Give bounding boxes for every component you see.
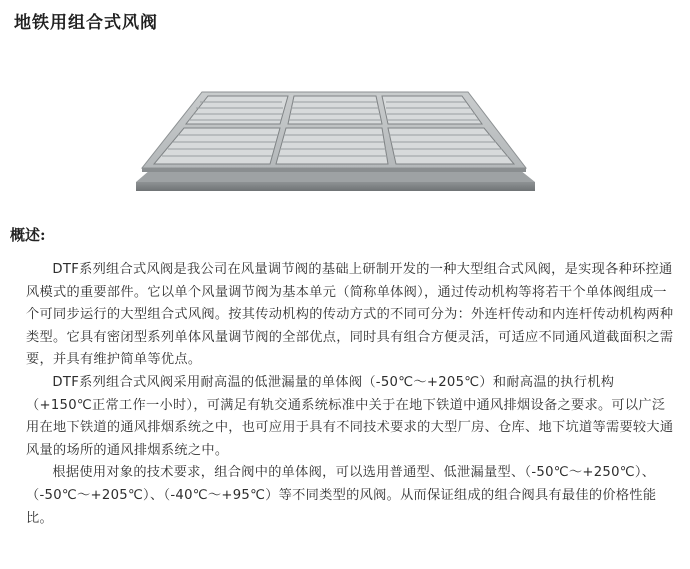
page-title: 地铁用组合式风阀 (14, 13, 158, 33)
overview-paragraph: 根据使用对象的技术要求，组合阀中的单体阀，可以选用普通型、低泄漏量型、（-50℃～+250℃）、（-50℃～+205℃）、（-40℃～+95℃）等不同类型的风阀。从而保证组成的组合阀具有最佳的价格性能比。 (26, 465, 657, 526)
overview-body (26, 259, 678, 530)
overview-paragraph: DTF系列组合式风阀采用耐高温的低泄漏量的单体阀（-50℃～+205℃）和耐高温的执行机构（+150℃正常工作一小时），可满足有轨交通系统标准中关于在地下铁道中通风排烟设备之要求。可以广泛用在地下铁道的通风排烟系统之中，也可应用于具有不同技术要求的大型厂房、仓库、地下坑道等需要较大通风量的场所的通风排烟系统之中。 (26, 374, 674, 458)
overview-paragraph: DTF系列组合式风阀是我公司在风量调节阀的基础上研制开发的一种大型组合式风阀，是实现各种环控通风模式的重要部件。它以单个风量调节阀为基本单元（简称单体阀），通过传动机构等将若干个单体阀组成一个可同步运行的大型组合式风阀。按其传动机构的传动方式的不同可分为：外连杆传动和内连杆传动机构两种类型。它具有密闭型系列单体风量调节阀的全部优点，同时具有组合方便灵活，可适应不同通风道截面积之需要，并具有维护简单等优点。 (26, 262, 674, 368)
overview-heading: 概述: (10, 226, 46, 244)
combined-damper-product-photo (130, 78, 540, 198)
